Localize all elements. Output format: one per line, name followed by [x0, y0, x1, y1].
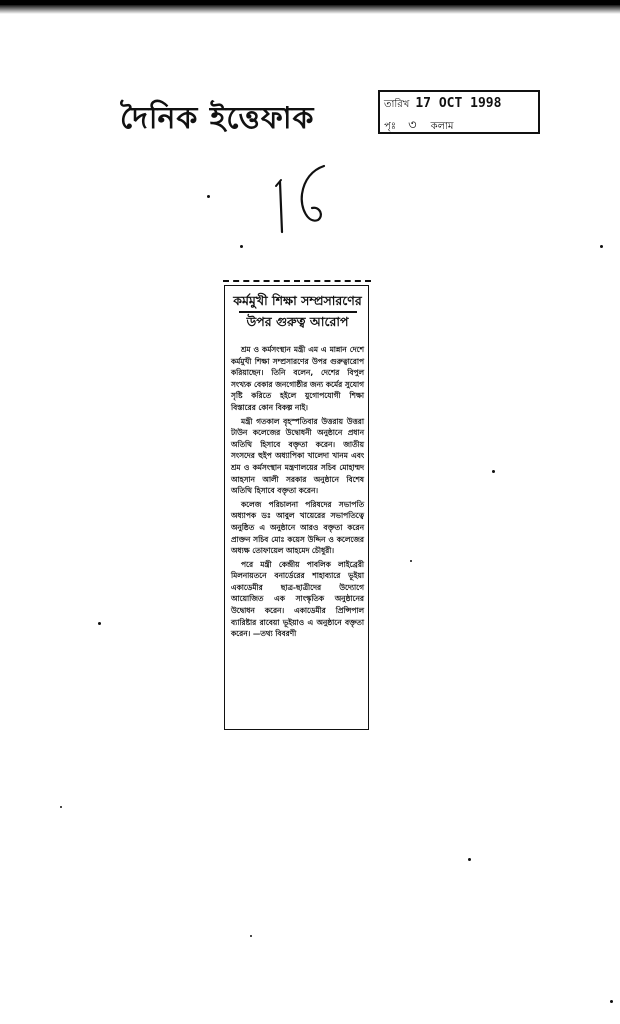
article-headline [225, 292, 370, 331]
stamp-date-row [384, 96, 501, 114]
article-paragraph: মন্ত্রী গতকাল বৃহস্পতিবার উত্তরায় উত্তরা টাউন কলেজের উদ্বোধনী অনুষ্ঠানে প্রধান অতিথি হিসাবে বক্তৃতা করেন। জাতীয় সংসদের হুইপ অধ্যাপিকা খালেদা খানম এবং শ্রম ও কর্মসংস্থান মন্ত্রণালয়ের সচিব মোহাম্মদ আহসান আলী সরকার অনুষ্ঠানে বিশেষ অতিথি হিসাবে বক্তৃতা করেন। [231, 416, 364, 496]
stamp-page-row [384, 116, 453, 137]
stamp-page-value: ৩ [408, 118, 417, 133]
article-paragraph: পরে মন্ত্রী কেন্দ্রীয় পাবলিক লাইব্রেরী মিলনায়তনে বনার্ডেরের শাহাব্যারে ভূইয়া একাডেমীর ছাত্র-ছাত্রীদের উদ্যোগে আয়োজিত এক সাংস্কৃতিক অনুষ্ঠানের উদ্বোধন করেন। একাডেমীর প্রিন্সিপাল ব্যারিষ্টার রাবেয়া ভূইয়াও এ অনুষ্ঠানে বক্তৃতা করেন। —তথ্য বিবরণী [231, 559, 364, 639]
stamp-date-label: তারিখ [384, 99, 410, 110]
scan-speck [600, 245, 603, 248]
scan-speck [468, 858, 471, 861]
newspaper-masthead: দৈনিক ইত্তেফাক [120, 101, 315, 136]
scan-speck [492, 470, 495, 473]
headline-line-1: কর্মমুখী শিক্ষা সম্প্রসারণের [233, 293, 362, 308]
scan-edge [0, 0, 620, 14]
date-stamp [378, 90, 540, 134]
article-body [231, 344, 364, 642]
scan-speck [410, 560, 412, 562]
clipping-torn-edge [223, 280, 371, 290]
headline-line-2: উপর গুরুত্ব আরোপ [246, 314, 349, 329]
handwritten-number-drawing [262, 150, 332, 240]
article-paragraph: কলেজ পরিচালনা পরিষদের সভাপতি অধ্যাপক ডঃ আবুল খায়েরের সভাপতিত্বে অনুষ্ঠিত এ অনুষ্ঠানে আরও বক্তৃতা করেন প্রাক্তন সচিব মোঃ কয়েস উদ্দিন ও কলেজের অধ্যক্ষ তোফায়েল আহমেদ চৌধুরী। [231, 499, 364, 556]
stamp-page-label: পৃঃ [384, 121, 397, 132]
scan-speck [207, 195, 210, 198]
scan-speck [240, 245, 243, 248]
newspaper-clipping [224, 285, 369, 730]
scan-speck [610, 1000, 613, 1003]
stamp-column-label: কলাম [430, 121, 454, 132]
scan-speck [98, 622, 101, 625]
scan-speck [60, 806, 62, 808]
handwritten-number [262, 150, 332, 244]
headline-rule [239, 311, 357, 313]
scan-speck [250, 935, 252, 937]
stamp-date-value: 17 OCT 1998 [415, 96, 502, 111]
article-paragraph: শ্রম ও কর্মসংস্থান মন্ত্রী এম এ মান্নান দেশে কর্মমুখী শিক্ষা সম্প্রসারণের উপর গুরুত্বারোপ করিয়াছেন। তিনি বলেন, দেশের বিপুল সংখ্যক বেকার জনগোষ্ঠীর জন্য কর্মের সুযোগ সৃষ্টি করিতে হইলে যুগোপযোগী শিক্ষা বিস্তারের কোন বিকল্প নাই। [231, 345, 364, 412]
